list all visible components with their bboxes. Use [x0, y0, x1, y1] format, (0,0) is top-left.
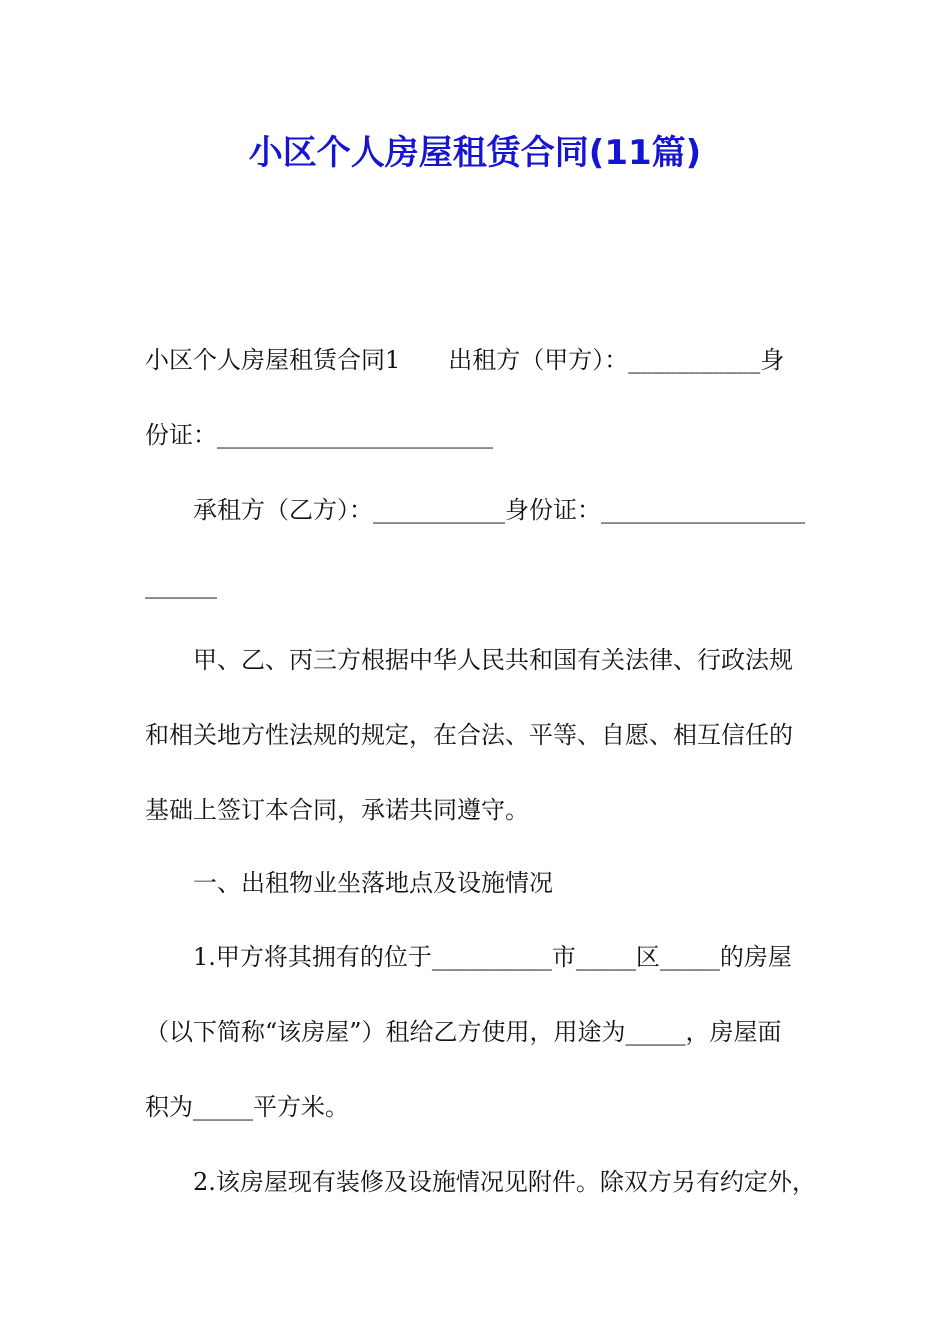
paragraph-line: 积为_____平方米。: [145, 1093, 349, 1121]
paragraph-line: 基础上签订本合同，承诺共同遵守。: [145, 796, 529, 824]
paragraph-line: ______: [145, 571, 217, 599]
paragraph-line: 2.该房屋现有装修及设施情况见附件。除双方另有约定外，: [145, 1168, 816, 1196]
paragraph-line: （以下简称“该房屋”）租给乙方使用，用途为_____，房屋面: [145, 1018, 782, 1046]
paragraph-line: 承租方（乙方）：___________身份证：_________________: [145, 496, 805, 524]
paragraph-line: 份证：_______________________: [145, 421, 493, 449]
section-heading: 一、出租物业坐落地点及设施情况: [145, 869, 553, 897]
paragraph-line: 甲、乙、丙三方根据中华人民共和国有关法律、行政法规: [145, 646, 793, 674]
paragraph-line: 小区个人房屋租赁合同1 出租方（甲方）：___________身: [145, 346, 785, 374]
document-title: 小区个人房屋租赁合同(11篇): [248, 133, 702, 173]
paragraph-line: 和相关地方性法规的规定，在合法、平等、自愿、相互信任的: [145, 721, 793, 749]
paragraph-line: 1.甲方将其拥有的位于__________市_____区_____的房屋: [145, 943, 792, 971]
